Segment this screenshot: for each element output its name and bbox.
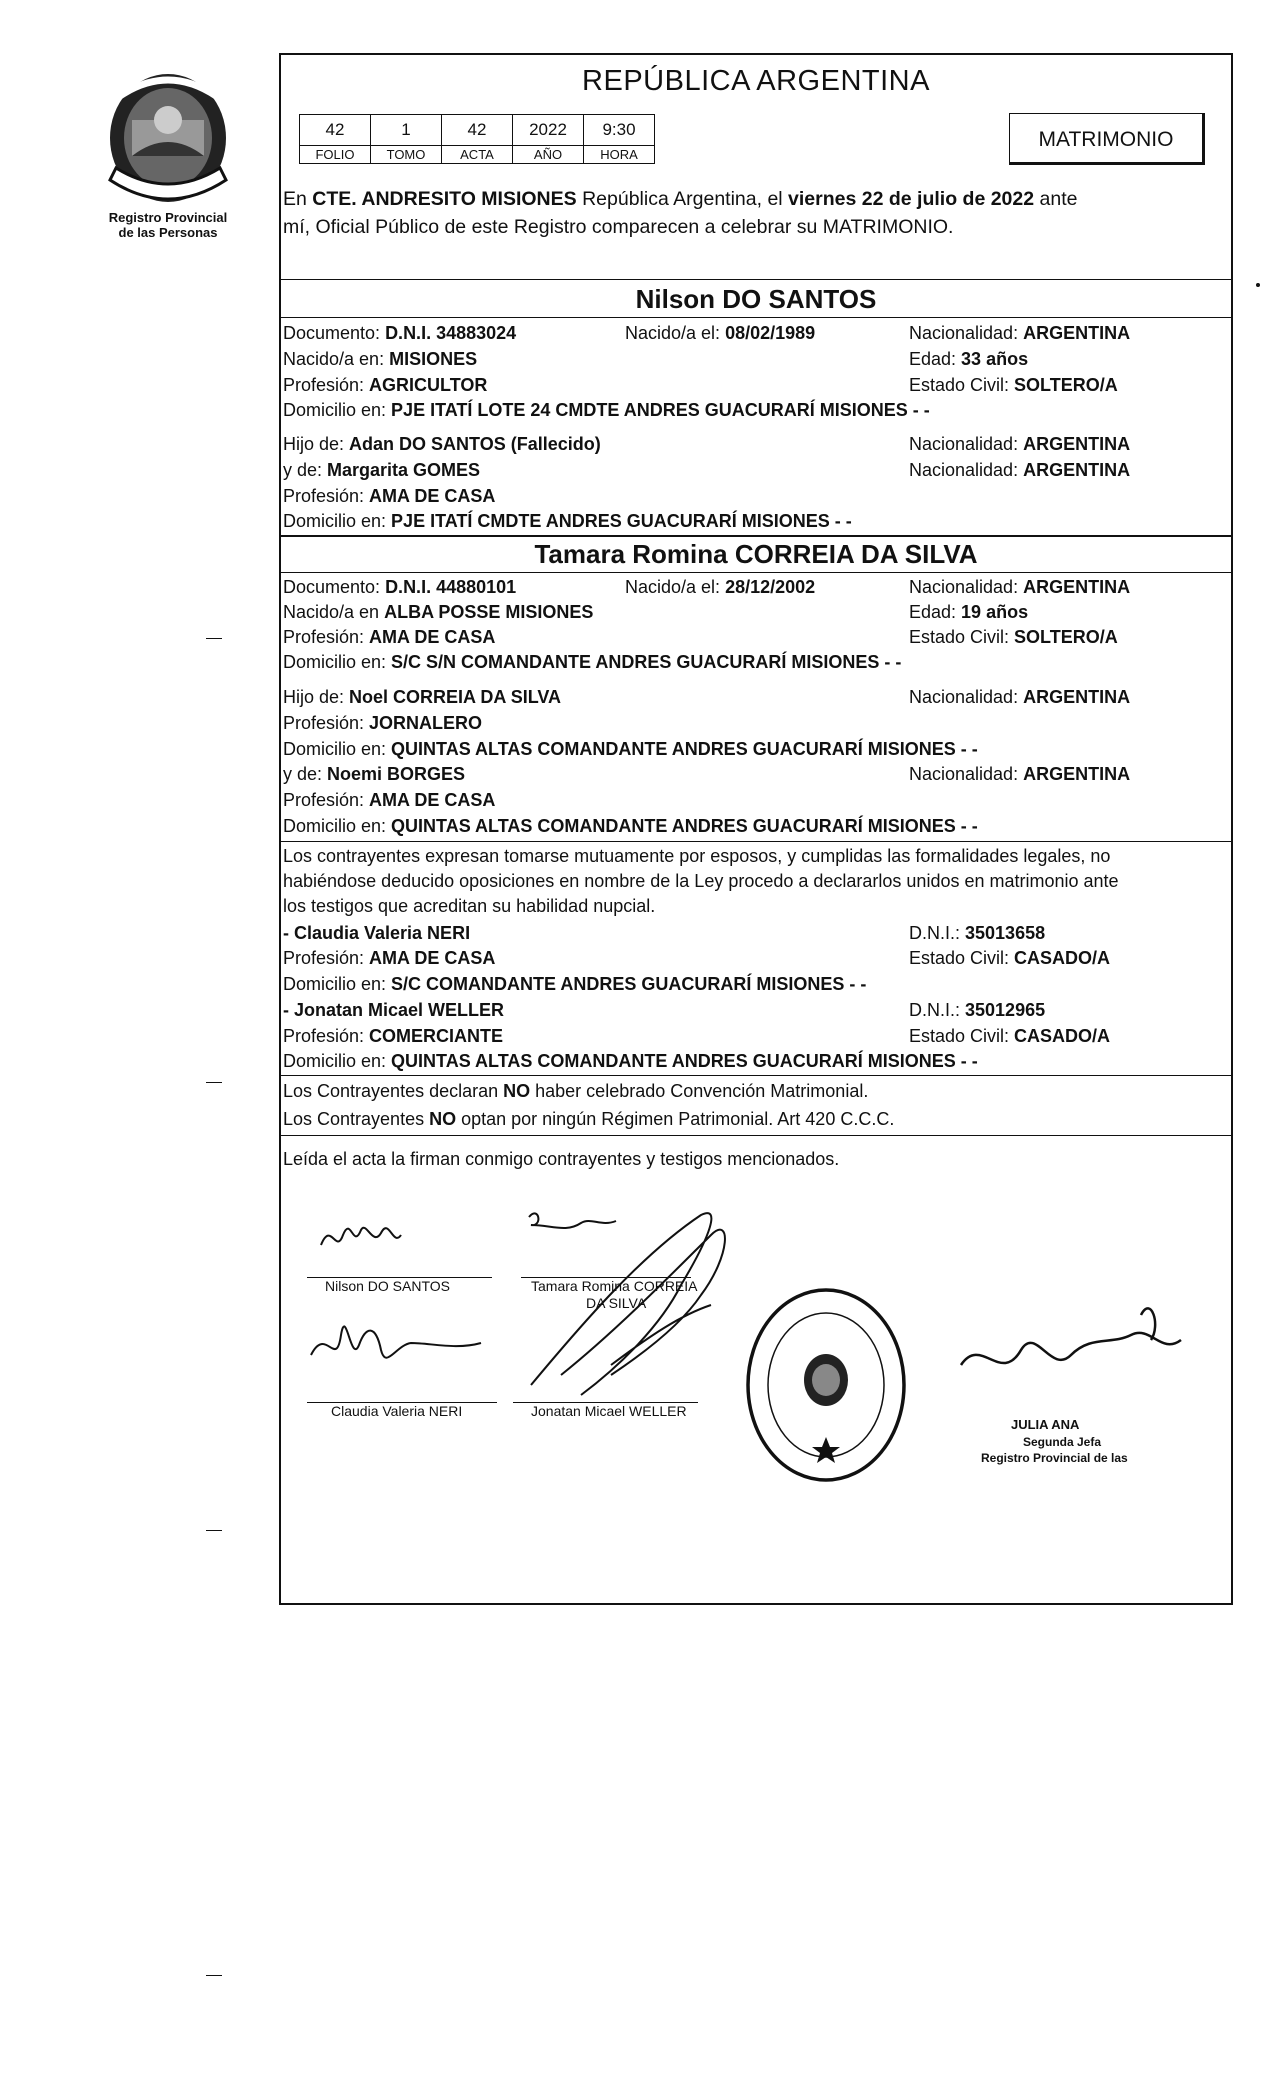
closing-text: Leída el acta la firman conmigo contrayentes y testigos mencionados.	[283, 1149, 840, 1169]
witness2-dom: Domicilio en: QUINTAS ALTAS COMANDANTE ANDRES GUACURARÍ MISIONES - -	[283, 1051, 978, 1071]
spouse1-birthplace: Nacido/a en: MISIONES	[283, 349, 478, 369]
tomo-value: 1	[371, 115, 442, 146]
tomo-label: TOMO	[371, 146, 442, 164]
spouse2-nat: Nacionalidad: ARGENTINA	[909, 577, 1131, 597]
spouse2-father-dom: Domicilio en: QUINTAS ALTAS COMANDANTE ANDRES GUACURARÍ MISIONES - -	[283, 739, 978, 759]
registry-name-line1: Registro Provincial	[108, 210, 228, 225]
spouse2-doc: Documento: D.N.I. 44880101	[283, 577, 517, 597]
spouse1-age: Edad: 33 años	[909, 349, 1029, 369]
spouse2-mother-dom: Domicilio en: QUINTAS ALTAS COMANDANTE ANDRES GUACURARÍ MISIONES - -	[283, 816, 978, 836]
anio-label: AÑO	[513, 146, 584, 164]
spouse2-mother-nat: Nacionalidad: ARGENTINA	[909, 764, 1131, 784]
acta-label: ACTA	[442, 146, 513, 164]
hora-value: 9:30	[584, 115, 655, 146]
signature-witness1: Claudia Valeria NERI	[331, 1403, 463, 1419]
hora-label: HORA	[584, 146, 655, 164]
spouse1-nat: Nacionalidad: ARGENTINA	[909, 323, 1131, 343]
margin-mark	[206, 1975, 222, 1976]
spouse1-name: Nilson DO SANTOS	[635, 284, 877, 314]
declaration-line-3: los testigos que acreditan su habilidad nupcial.	[283, 896, 656, 916]
official-name: JULIA ANA	[1011, 1417, 1080, 1432]
signature-spouse2-l2: DA SILVA	[586, 1295, 647, 1311]
spouse2-born: Nacido/a el: 28/12/2002	[625, 577, 816, 597]
spouse1-parents-dom: Domicilio en: PJE ITATÍ CMDTE ANDRES GUACURARÍ MISIONES - -	[283, 511, 852, 531]
country-title: REPÚBLICA ARGENTINA	[582, 65, 930, 97]
intro-line-2: mí, Oficial Público de este Registro comparecen a celebrar su MATRIMONIO.	[283, 216, 954, 238]
margin-mark	[206, 638, 222, 639]
signature-spouse2-l1: Tamara Romina CORREIA	[531, 1278, 698, 1294]
witness2-civil: Estado Civil: CASADO/A	[909, 1026, 1111, 1046]
witness2-dni: D.N.I.: 35012965	[909, 1000, 1046, 1020]
spouse1-civil: Estado Civil: SOLTERO/A	[909, 375, 1118, 395]
regime-line-1: Los Contrayentes declaran NO haber celebrado Convención Matrimonial.	[283, 1081, 869, 1101]
margin-mark	[206, 1082, 222, 1083]
folio-value: 42	[300, 115, 371, 146]
spouse1-father: Hijo de: Adan DO SANTOS (Fallecido)	[283, 434, 601, 454]
registry-name-line2: de las Personas	[118, 225, 218, 240]
signature-spouse1: Nilson DO SANTOS	[325, 1278, 450, 1294]
regime-line-2: Los Contrayentes NO optan por ningún Régimen Patrimonial. Art 420 C.C.C.	[283, 1109, 895, 1129]
spouse2-age: Edad: 19 años	[909, 602, 1029, 622]
acta-value: 42	[442, 115, 513, 146]
intro-place: CTE. ANDRESITO MISIONES	[312, 188, 577, 210]
witness1-prof: Profesión: AMA DE CASA	[283, 948, 496, 968]
registry-logo	[100, 68, 236, 208]
witness2-name: - Jonatan Micael WELLER	[283, 1000, 505, 1020]
official-title: Segunda Jefa	[1023, 1435, 1102, 1449]
spouse2-dom: Domicilio en: S/C S/N COMANDANTE ANDRES GUACURARÍ MISIONES - -	[283, 652, 902, 672]
spouse1-mother: y de: Margarita GOMES	[283, 460, 481, 480]
spouse1-mother-nat: Nacionalidad: ARGENTINA	[909, 460, 1131, 480]
margin-mark	[206, 1530, 222, 1531]
spouse2-father-nat: Nacionalidad: ARGENTINA	[909, 687, 1131, 707]
witness2-prof: Profesión: COMERCIANTE	[283, 1026, 504, 1046]
spouse1-prof: Profesión: AGRICULTOR	[283, 375, 488, 395]
spouse1-born: Nacido/a el: 08/02/1989	[625, 323, 816, 343]
intro-date: viernes 22 de julio de 2022	[788, 188, 1035, 210]
official-office: Registro Provincial de las	[981, 1451, 1128, 1465]
speck	[1256, 283, 1260, 287]
spouse1-father-nat: Nacionalidad: ARGENTINA	[909, 434, 1131, 454]
registry-name	[90, 210, 246, 240]
witness1-dni: D.N.I.: 35013658	[909, 923, 1046, 943]
spouse2-mother: y de: Noemi BORGES	[283, 764, 466, 784]
spouse2-name: Tamara Romina CORREIA DA SILVA	[534, 539, 978, 569]
spouse2-father-prof: Profesión: JORNALERO	[283, 713, 483, 733]
spouse2-mother-prof: Profesión: AMA DE CASA	[283, 790, 496, 810]
spouse1-doc: Documento: D.N.I. 34883024	[283, 323, 517, 343]
declaration-line-2: habiéndose deducido oposiciones en nombre de la Ley procedo a declararlos unidos en matrimonio ante	[283, 871, 1119, 891]
spouse1-dom: Domicilio en: PJE ITATÍ LOTE 24 CMDTE ANDRES GUACURARÍ MISIONES - -	[283, 400, 930, 420]
folio-label: FOLIO	[300, 146, 371, 164]
spouse2-civil: Estado Civil: SOLTERO/A	[909, 627, 1118, 647]
record-id-table	[299, 114, 655, 164]
spouse2-prof: Profesión: AMA DE CASA	[283, 627, 496, 647]
spouse2-birthplace: Nacido/a en ALBA POSSE MISIONES	[283, 602, 594, 622]
witness1-civil: Estado Civil: CASADO/A	[909, 948, 1111, 968]
witness1-dom: Domicilio en: S/C COMANDANTE ANDRES GUACURARÍ MISIONES - -	[283, 974, 867, 994]
declaration-line-1: Los contrayentes expresan tomarse mutuamente por esposos, y cumplidas las formalidades legales, no	[283, 846, 1111, 866]
spouse1-parents-prof: Profesión: AMA DE CASA	[283, 486, 496, 506]
certificate-frame	[279, 53, 1233, 1605]
spouse2-father: Hijo de: Noel CORREIA DA SILVA	[283, 687, 562, 707]
record-type-box: MATRIMONIO	[1009, 113, 1205, 165]
intro-line-1: En CTE. ANDRESITO MISIONES República Argentina, el viernes 22 de julio de 2022 ante	[283, 188, 1078, 210]
witness1-name: - Claudia Valeria NERI	[283, 923, 471, 943]
signature-witness2: Jonatan Micael WELLER	[531, 1403, 687, 1419]
anio-value: 2022	[513, 115, 584, 146]
